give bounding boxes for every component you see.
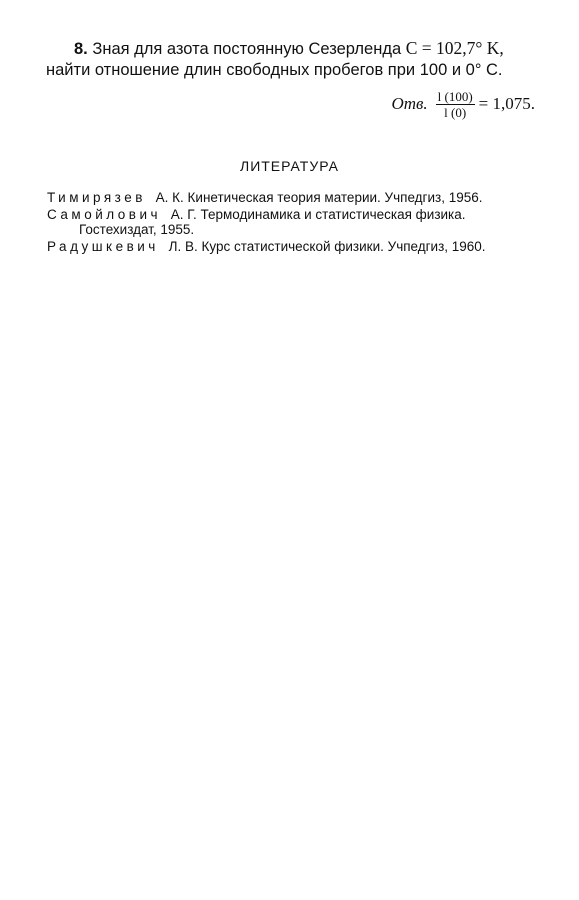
reference-item: [47, 190, 537, 206]
problem-number: 8.: [74, 40, 88, 58]
reference-author: Самойлович: [47, 206, 162, 222]
problem-statement-start: Зная для азота постоянную Сезерленда: [92, 40, 402, 58]
reference-author: Радушкевич: [47, 238, 159, 254]
reference-author: Тимирязев: [47, 190, 146, 205]
answer-fraction: [436, 89, 475, 120]
sutherland-constant-formula: C = 102,7° K,: [405, 38, 504, 58]
reference-text: А. Г. Термодинамика и статистическая физика. Гостехиздат, 1955.: [79, 206, 466, 237]
answer-label: Отв.: [391, 94, 428, 113]
reference-item: [47, 207, 537, 238]
answer: [391, 86, 535, 122]
reference-list: [47, 190, 537, 255]
problem-line-2: найти отношение длин свободных пробегов при 100 и 0° С.: [46, 61, 503, 79]
reference-item: [47, 239, 537, 255]
fraction-denominator: l (0): [444, 104, 467, 120]
answer-value: = 1,075.: [478, 94, 535, 113]
problem-8: [46, 38, 538, 81]
fraction-numerator: l (100): [437, 88, 473, 104]
reference-text: Л. В. Курс статистической физики. Учпедгиз, 1960.: [168, 238, 486, 254]
reference-text: А. К. Кинетическая теория материи. Учпедгиз, 1956.: [155, 190, 483, 205]
literature-heading: ЛИТЕРАТУРА: [240, 158, 339, 174]
problem-line-1: [46, 38, 538, 60]
